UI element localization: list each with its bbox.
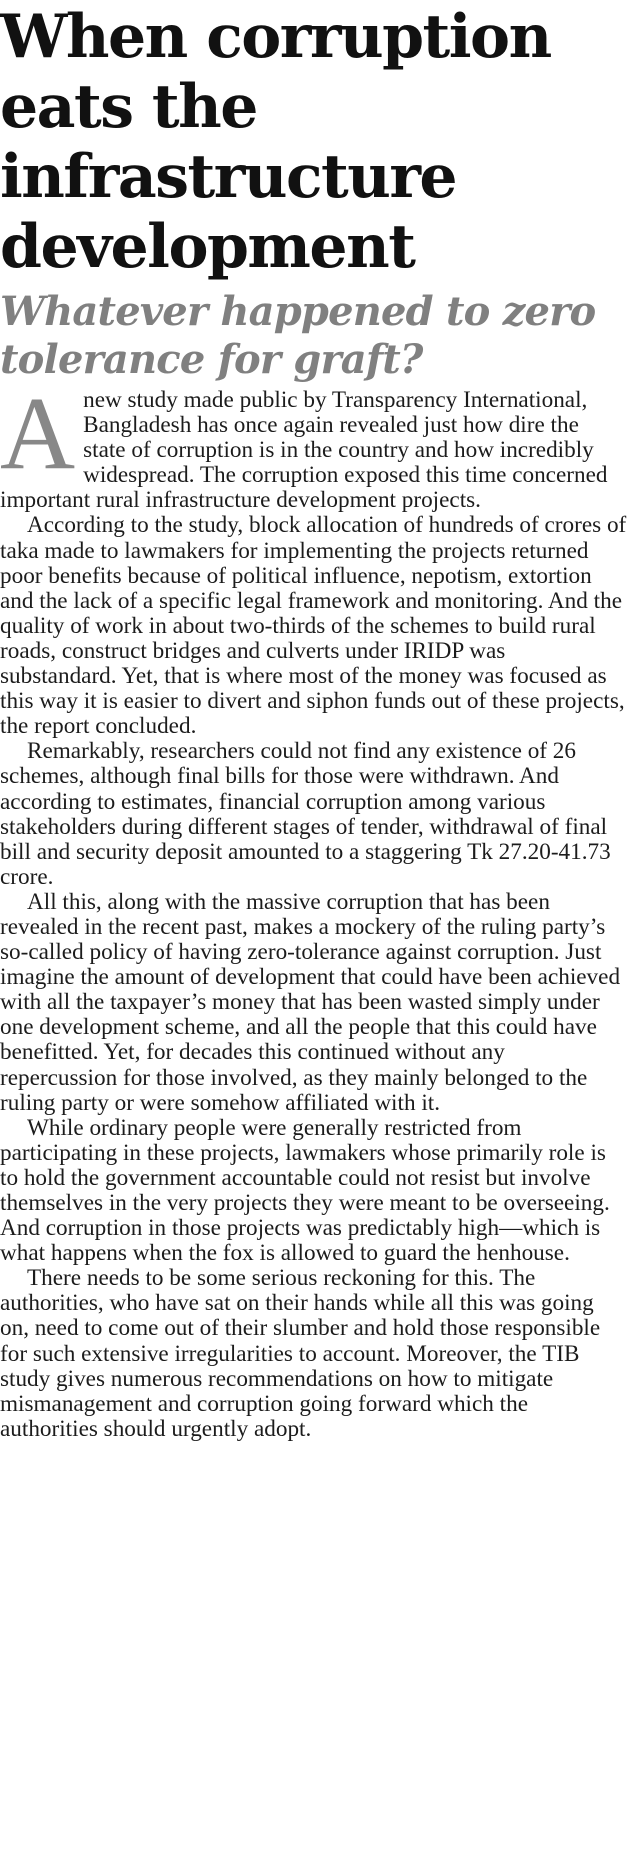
paragraph: Remarkably, researchers could not find any existence of 26 schemes, although final bills for those were withdrawn. And according to estimates, financial corruption among various stakeholders during different stages of tender, withdrawal of final bill and security deposit amounted to a staggering Tk 27.20-41.73 crore. <box>0 738 611 890</box>
paragraph: All this, along with the massive corruption that has been revealed in the recent past, makes a mockery of the ruling party’s so-called policy of having zero-tolerance against corruption. Just imagine the amount of development that could have been achieved with all the taxpayer’s money that has been wasted simply under one development scheme, and all the people that this could have benefitted. Yet, for decades this continued without any repercussion for those involved, as they mainly belonged to the ruling party or were somehow affiliated with it. <box>0 888 621 1116</box>
headline-line: When corruption <box>0 2 551 72</box>
subheadline-line: tolerance for graft? <box>0 336 423 383</box>
paragraph <box>0 376 627 514</box>
paragraph: While ordinary people were generally restricted from participating in these projects, lawmakers whose primarily role is to hold the government accountable could not resist but involve themselves in the very projects they were meant to be overseeing. And corruption in those projects was predictably high—which is what happens when the fox is allowed to guard the henhouse. <box>0 1114 610 1267</box>
headline-line: development <box>0 212 415 282</box>
paragraph: According to the study, block allocation of hundreds of crores of taka made to lawmakers for implementing the projects returned poor benefits because of political influence, nepotism, extortion and the lack of a specific legal framework and monitoring. And the quality of work in about two-thirds of the schemes to build rural roads, construct bridges and culverts under IRIDP was substandard. Yet, that is where most of the money was focused as this way it is easier to divert and siphon funds out of these projects, the report concluded. <box>0 512 627 740</box>
paragraph-text: new study made public by Transparency International, Bangladesh has once again revealed just how dire the state of corruption is in the country and how incredibly widespread. The corruption exposed this time concerned important rural infrastructure development projects. <box>0 387 608 514</box>
subheadline <box>0 288 627 384</box>
subheadline-line: Whatever happened to zero <box>0 288 596 335</box>
headline-line: infrastructure <box>0 142 457 212</box>
article-body <box>0 376 627 1442</box>
drop-cap: A <box>0 376 76 491</box>
headline <box>0 2 627 282</box>
paragraph: There needs to be some serious reckoning for this. The authorities, who have sat on their hands while all this was going on, need to come out of their slumber and hold those responsible for such extensive irregularities to account. Moreover, the TIB study gives numerous recommendations on how to mitigate mismanagement and corruption going forward which the authorities should urgently adopt. <box>0 1265 601 1442</box>
headline-line: eats the <box>0 72 257 142</box>
